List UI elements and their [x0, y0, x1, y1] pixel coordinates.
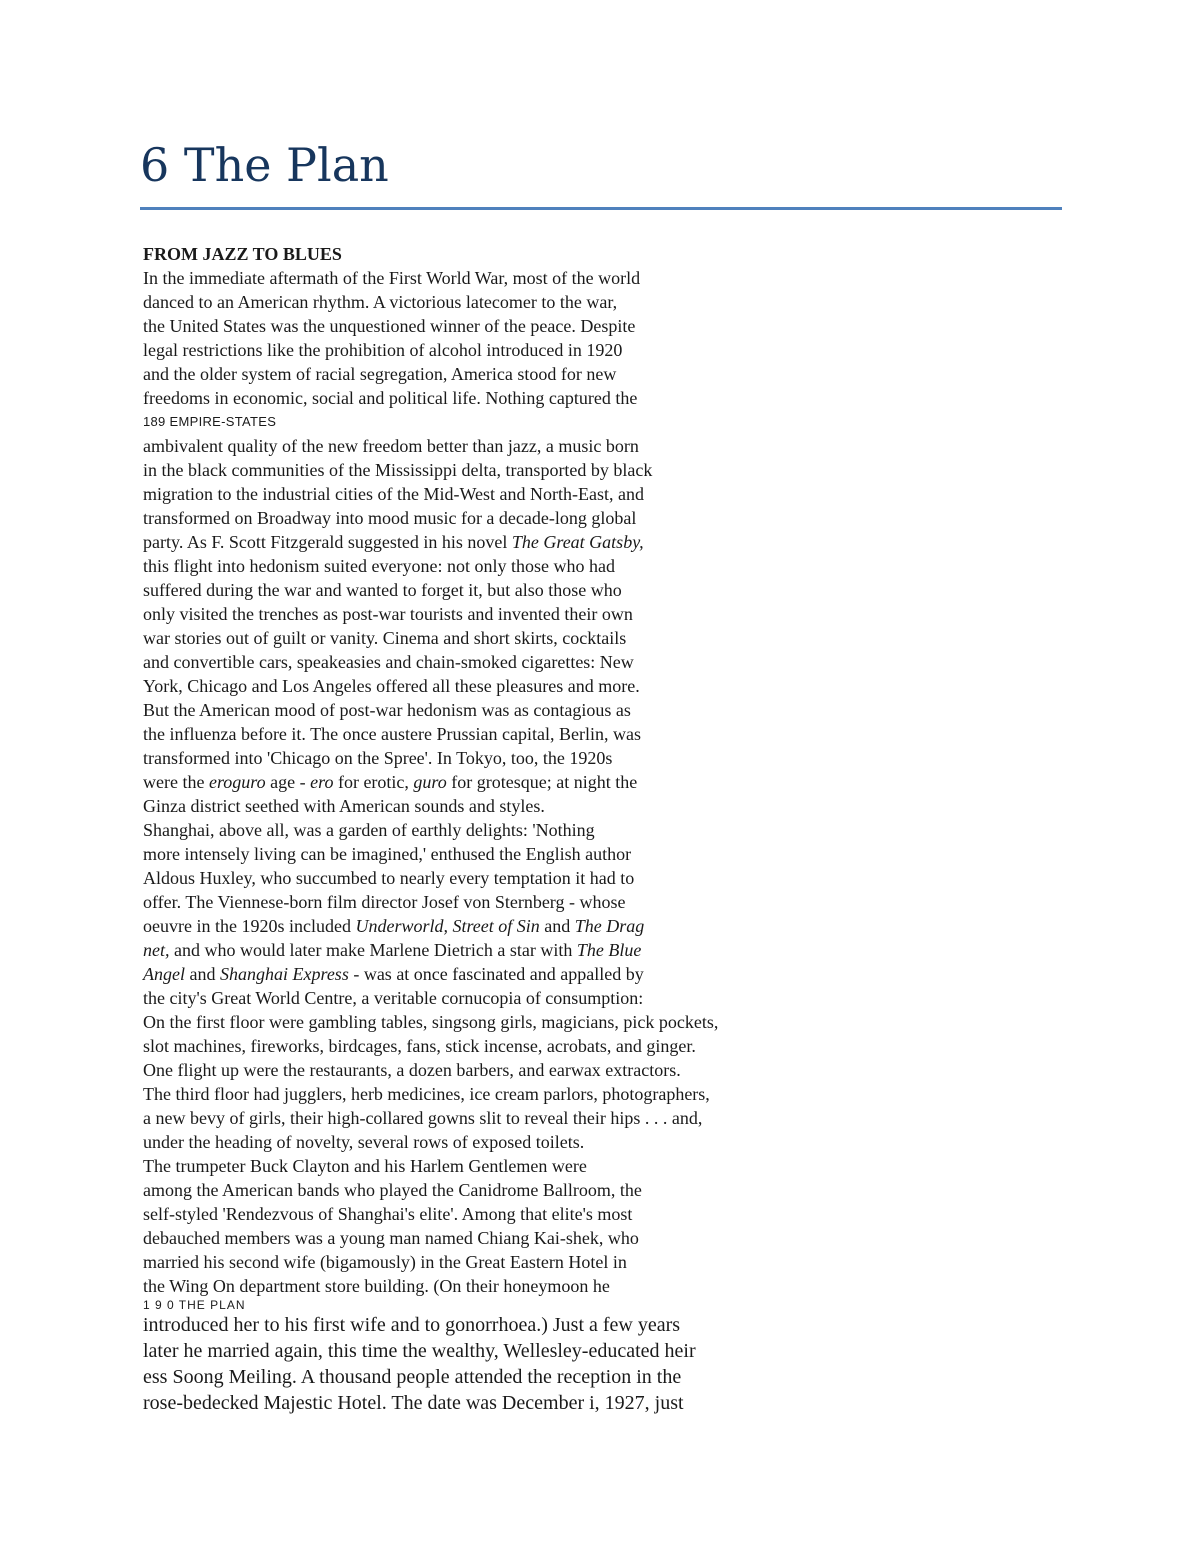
text-line: the city's Great World Centre, a veritable cornucopia of consumption:: [143, 988, 644, 1008]
text-line: legal restrictions like the prohibition of alcohol introduced in 1920: [143, 340, 623, 360]
text-line: transformed on Broadway into mood music for a decade-long global: [143, 508, 637, 528]
text-line: The trumpeter Buck Clayton and his Harlem Gentlemen were: [143, 1156, 587, 1176]
text-line: the Wing On department store building. (On their honeymoon he: [143, 1276, 610, 1296]
text-run: for erotic,: [333, 772, 414, 792]
italic-title: Angel: [143, 964, 185, 984]
text-line-gatsby: [143, 530, 843, 554]
text-line: the United States was the unquestioned winner of the peace. Despite: [143, 316, 636, 336]
paragraph-part-1: [143, 266, 843, 410]
text-line: suffered during the war and wanted to forget it, but also those who: [143, 580, 622, 600]
text-line: later he married again, this time the wealthy, Wellesley-educated heir: [143, 1340, 696, 1362]
text-line: a new bevy of girls, their high-collared gowns slit to reveal their hips . . . and,: [143, 1108, 703, 1128]
text-line: under the heading of novelty, several rows of exposed toilets.: [143, 1132, 585, 1152]
text-line: the influenza before it. The once austere Prussian capital, Berlin, was: [143, 724, 641, 744]
text-line: ambivalent quality of the new freedom better than jazz, a music born: [143, 436, 639, 456]
text-line: One flight up were the restaurants, a dozen barbers, and earwax extractors.: [143, 1060, 681, 1080]
paragraph-part-4: [143, 794, 843, 986]
italic-title: Shanghai Express: [220, 964, 349, 984]
paragraph-part-5: [143, 986, 843, 1298]
text-line: freedoms in economic, social and political life. Nothing captured the: [143, 388, 638, 408]
text-line: migration to the industrial cities of the Mid-West and North-East, and: [143, 484, 644, 504]
text-line: transformed into 'Chicago on the Spree'. In Tokyo, too, the 1920s: [143, 748, 613, 768]
text-line: and convertible cars, speakeasies and chain-smoked cigarettes: New: [143, 652, 634, 672]
text-run: and: [185, 964, 220, 984]
text-line: war stories out of guilt or vanity. Cinema and short skirts, cocktails: [143, 628, 627, 648]
italic-title: The Drag: [574, 916, 645, 936]
title-underline: [140, 207, 1062, 210]
text-line: Aldous Huxley, who succumbed to nearly every temptation it had to: [143, 868, 635, 888]
text-run: - was at once fascinated and appalled by: [348, 964, 644, 984]
italic-title: net,: [143, 940, 170, 960]
text-run: and who would later make Marlene Dietrich a star with: [169, 940, 577, 960]
text-line: and the older system of racial segregation, America stood for new: [143, 364, 617, 384]
text-line: In the immediate aftermath of the First World War, most of the world: [143, 268, 641, 288]
text-line: slot machines, fireworks, birdcages, fans, stick incense, acrobats, and ginger.: [143, 1036, 696, 1056]
italic-title: The Blue: [576, 940, 642, 960]
text-run: party. As F. Scott Fitzgerald suggested in his novel: [143, 532, 512, 552]
text-line: Ginza district seethed with American sounds and styles.: [143, 796, 545, 816]
text-line: this flight into hedonism suited everyone: not only those who had: [143, 556, 615, 576]
italic-term: eroguro: [208, 772, 266, 792]
text-line: rose-bedecked Majestic Hotel. The date was December i, 1927, just: [143, 1392, 684, 1414]
running-head: 189 EMPIRE-STATES: [143, 414, 277, 429]
paragraph-part-2: [143, 434, 843, 554]
body-text: [143, 242, 843, 1416]
text-line: York, Chicago and Los Angeles offered all these pleasures and more.: [143, 676, 640, 696]
italic-title: Underworld, Street of Sin: [355, 916, 540, 936]
text-line: married his second wife (bigamously) in the Great Eastern Hotel in: [143, 1252, 627, 1272]
text-line: offer. The Viennese-born film director Josef von Sternberg - whose: [143, 892, 626, 912]
italic-term: guro: [413, 772, 447, 792]
text-line: Shanghai, above all, was a garden of earthly delights: 'Nothing: [143, 820, 595, 840]
text-run: and: [539, 916, 575, 936]
italic-term: ero: [310, 772, 334, 792]
text-line-net: [143, 938, 843, 962]
text-line-angel: [143, 962, 843, 986]
text-line: debauched members was a young man named Chiang Kai-shek, who: [143, 1228, 639, 1248]
text-line: The third floor had jugglers, herb medicines, ice cream parlors, photographers,: [143, 1084, 710, 1104]
chapter-title: 6 The Plan: [140, 138, 389, 192]
text-line: in the black communities of the Mississippi delta, transported by black: [143, 460, 653, 480]
text-line: ess Soong Meiling. A thousand people attended the reception in the: [143, 1366, 682, 1388]
text-line: But the American mood of post-war hedonism was as contagious as: [143, 700, 631, 720]
text-run: age -: [265, 772, 311, 792]
paragraph-part-6: [143, 1312, 843, 1416]
text-line-oeuvre: [143, 914, 843, 938]
text-line: self-styled 'Rendezvous of Shanghai's elite'. Among that elite's most: [143, 1204, 633, 1224]
running-head: 1 9 0 THE PLAN: [143, 1298, 246, 1312]
text-run: for grotesque; at night the: [446, 772, 638, 792]
text-line: danced to an American rhythm. A victorious latecomer to the war,: [143, 292, 618, 312]
text-run: oeuvre in the 1920s included: [143, 916, 356, 936]
text-line: introduced her to his first wife and to gonorrhoea.) Just a few years: [143, 1314, 681, 1336]
text-line: among the American bands who played the Canidrome Ballroom, the: [143, 1180, 642, 1200]
text-line: more intensely living can be imagined,' enthused the English author: [143, 844, 632, 864]
paragraph-part-3: [143, 554, 843, 794]
section-heading: FROM JAZZ TO BLUES: [143, 244, 342, 264]
text-run: were the: [143, 772, 209, 792]
text-line-eroguro: [143, 770, 843, 794]
text-line: only visited the trenches as post-war tourists and invented their own: [143, 604, 633, 624]
italic-title: The Great Gatsby,: [511, 532, 644, 552]
text-line: On the first floor were gambling tables, singsong girls, magicians, pick pockets,: [143, 1012, 719, 1032]
